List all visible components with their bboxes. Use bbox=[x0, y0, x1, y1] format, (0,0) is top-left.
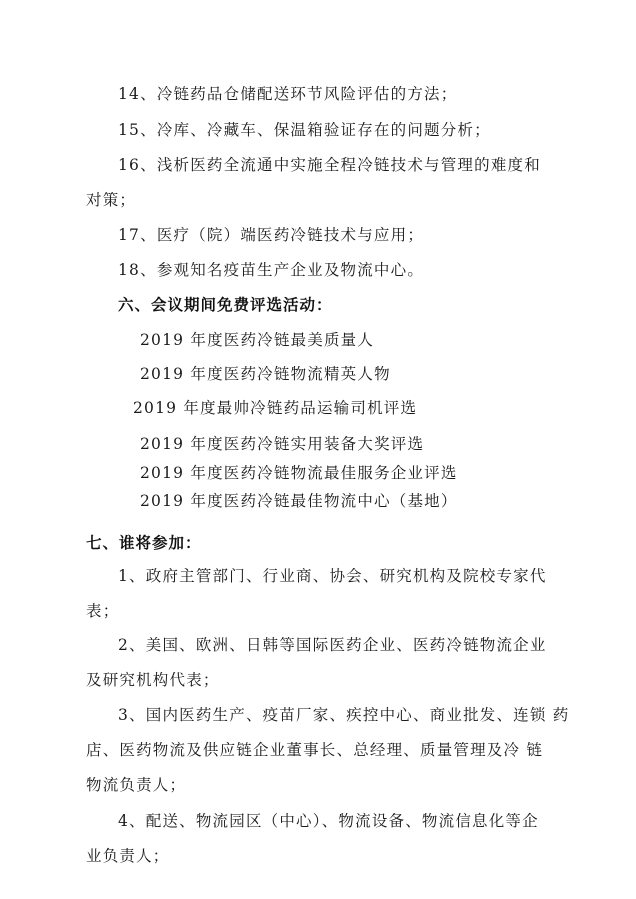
agenda-item-16-continued: 对策； bbox=[86, 191, 137, 209]
agenda-item-16: 16、浅析医药全流通中实施全程冷链技术与管理的难度和 bbox=[118, 156, 541, 174]
agenda-item-15: 15、冷库、冷藏车、保温箱验证存在的问题分析； bbox=[118, 121, 491, 139]
award-item: 2019 年度医药冷链物流精英人物 bbox=[140, 365, 391, 383]
attendee-line: 3、国内医药生产、疫苗厂家、疾控中心、商业批发、连锁 药 bbox=[118, 706, 570, 724]
attendee-line: 表； bbox=[86, 602, 120, 620]
award-item: 2019 年度医药冷链物流最佳服务企业评选 bbox=[140, 464, 458, 482]
attendees-heading: 七、谁将参加： bbox=[86, 534, 202, 552]
award-item: 2019 年度最帅冷链药品运输司机评选 bbox=[133, 399, 418, 417]
attendee-line: 4、配送、物流园区（中心）、物流设备、物流信息化等企 bbox=[118, 812, 539, 830]
agenda-item-18: 18、参观知名疫苗生产企业及物流中心。 bbox=[118, 261, 425, 279]
attendee-line: 1、政府主管部门、行业商、协会、研究机构及院校专家代 bbox=[118, 567, 547, 585]
attendee-line: 业负责人； bbox=[86, 847, 170, 865]
attendee-line: 2、美国、欧洲、日韩等国际医药企业、医药冷链物流企业 bbox=[118, 636, 547, 654]
attendee-line: 及研究机构代表； bbox=[86, 671, 220, 689]
attendee-line: 物流负责人； bbox=[86, 776, 187, 794]
award-item: 2019 年度医药冷链实用装备大奖评选 bbox=[140, 435, 425, 453]
agenda-item-17: 17、医疗（院）端医药冷链技术与应用； bbox=[118, 226, 425, 244]
attendee-line: 店、医药物流及供应链企业董事长、总经理、质量管理及冷 链 bbox=[86, 741, 544, 759]
award-item: 2019 年度医药冷链最美质量人 bbox=[140, 331, 375, 349]
awards-heading: 六、会议期间免费评选活动： bbox=[118, 296, 333, 314]
award-item: 2019 年度医药冷链最佳物流中心（基地） bbox=[140, 492, 458, 510]
agenda-item-14: 14、冷链药品仓储配送环节风险评估的方法； bbox=[118, 85, 458, 103]
